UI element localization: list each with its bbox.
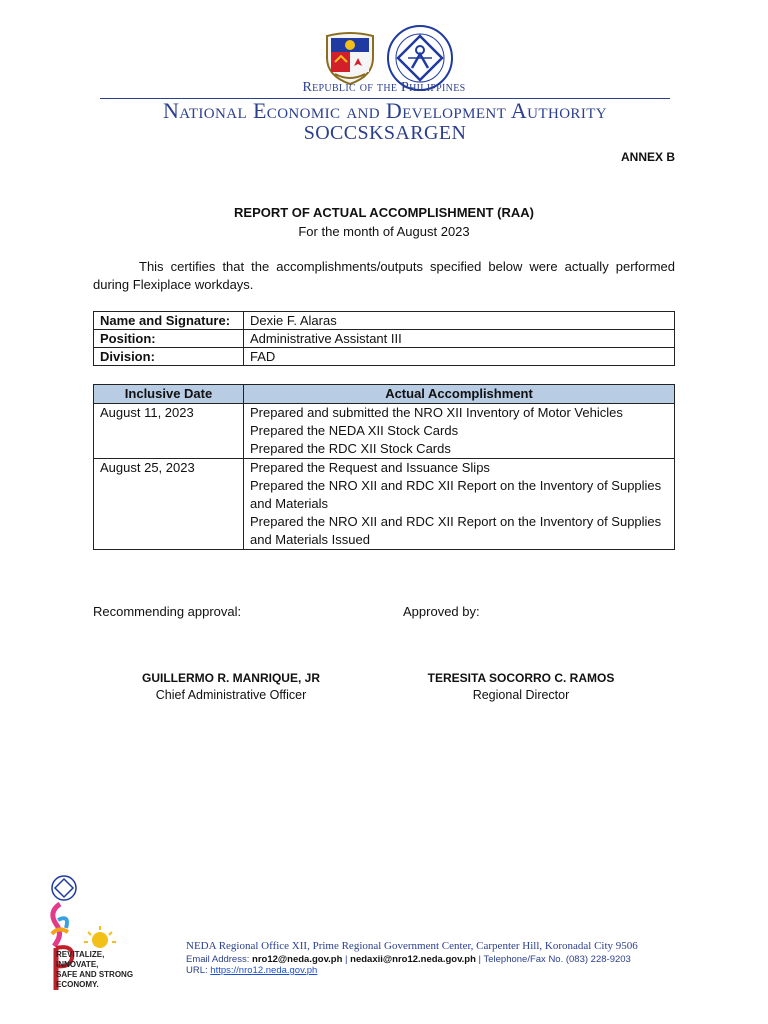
email-label: Email Address: [186, 954, 250, 965]
row-date: August 11, 2023 [94, 404, 244, 459]
table-header-row [94, 385, 675, 404]
row-date: August 25, 2023 [94, 459, 244, 550]
accomplishment-table [93, 384, 675, 550]
region-name: SOCCSKSARGEN [303, 122, 467, 144]
name-value: Dexie F. Alaras [244, 312, 675, 330]
accomplishment-column-header: Actual Accomplishment [244, 385, 675, 404]
slogan-line: SAFE AND STRONG [56, 970, 134, 979]
table-row [94, 348, 675, 366]
website-link[interactable]: https://nro12.neda.gov.ph [210, 965, 318, 976]
row-accomplishments [244, 404, 675, 459]
footer-address: NEDA Regional Office XII, Prime Regional Government Center, Carpenter Hill, Koronadal City 9506 [186, 940, 638, 952]
agency-name: National Economic and Development Authority [162, 98, 608, 123]
email-link[interactable]: nro12@neda.gov.ph [252, 954, 343, 965]
table-row [94, 459, 675, 550]
slogan-line: ECONOMY. [56, 980, 99, 989]
annex-label: ANNEX B [620, 150, 675, 164]
accomplishment-item: Prepared the Request and Issuance Slips [250, 460, 490, 475]
position-label: Position: [94, 330, 244, 348]
email-link[interactable]: nedaxii@nro12.neda.gov.ph [350, 954, 476, 965]
name-label: Name and Signature: [94, 312, 244, 330]
accomplishment-item: Prepared the RDC XII Stock Cards [250, 441, 451, 456]
recommender-name: GUILLERMO R. MANRIQUE, JR [141, 671, 320, 685]
recommender-title: Chief Administrative Officer [155, 688, 307, 702]
employee-info-table [93, 311, 675, 366]
division-value: FAD [244, 348, 675, 366]
slogan-line: INNOVATE, [56, 960, 99, 969]
footer-slogan [56, 950, 133, 990]
row-accomplishments [244, 459, 675, 550]
republic-heading: Republic of the Philippines [302, 80, 466, 95]
report-subtitle: For the month of August 2023 [298, 224, 470, 239]
accomplishment-item: Prepared the NRO XII and RDC XII Report on the Inventory of Supplies and Materials Issued [250, 514, 662, 547]
certification-text: This certifies that the accomplishments/outputs specified below were actually performed during Flexiplace workdays. [93, 259, 675, 292]
report-title: REPORT OF ACTUAL ACCOMPLISHMENT (RAA) [234, 205, 534, 220]
accomplishment-item: Prepared the NEDA XII Stock Cards [250, 423, 459, 438]
approver-title: Regional Director [472, 688, 570, 702]
table-row [94, 404, 675, 459]
url-label: URL: [186, 965, 208, 976]
date-column-header: Inclusive Date [94, 385, 244, 404]
slogan-line: REVITALIZE, [56, 950, 105, 959]
email-separator: | [345, 954, 348, 965]
philippine-seal-icon [321, 28, 379, 86]
accomplishment-item: Prepared and submitted the NRO XII Inventory of Motor Vehicles [250, 405, 623, 420]
division-label: Division: [94, 348, 244, 366]
footer-url-line [186, 965, 317, 976]
approved-by-label: Approved by: [403, 604, 480, 619]
table-row [94, 330, 675, 348]
position-value: Administrative Assistant III [244, 330, 675, 348]
table-row [94, 312, 675, 330]
accomplishment-item: Prepared the NRO XII and RDC XII Report on the Inventory of Supplies and Materials [250, 478, 662, 511]
footer-email-line [186, 954, 631, 965]
recommending-approval-label: Recommending approval: [93, 604, 242, 619]
phone-info: | Telephone/Fax No. (083) 228-9203 [478, 954, 631, 965]
approver-name: TERESITA SOCORRO C. RAMOS [427, 671, 615, 685]
